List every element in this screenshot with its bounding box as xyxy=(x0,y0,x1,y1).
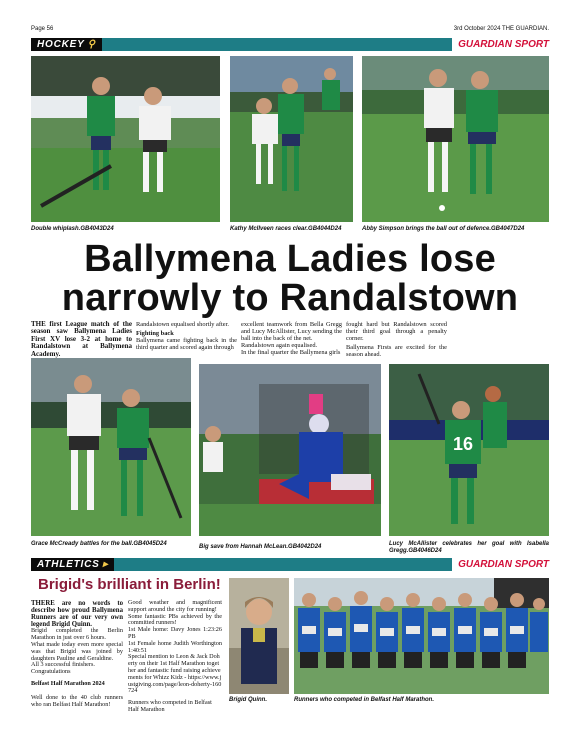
hockey-article-col-4 xyxy=(346,321,447,358)
athletics-col-1 xyxy=(31,600,123,708)
article-paragraph: Some fantastic PBs achieved by the committed runners! xyxy=(128,612,222,627)
caption-mcilveen: Kathy McIlveen races clear.GB4044D24 xyxy=(230,226,342,232)
caption-big-save: Big save from Hannah McLean.GB4042D24 xyxy=(199,544,322,550)
guardian-sport-logo: GUARDIAN SPORT xyxy=(452,558,549,571)
athletics-title: Brigid's brilliant in Berlin! xyxy=(38,576,221,593)
article-subhead: Belfast Half Marathon 2024 xyxy=(31,679,105,687)
article-lead: THERE are no words to describe how proud Ballymena Runners are of our very own legend Brigid Quinn. xyxy=(31,600,123,629)
headline-line-2: narrowly to Randalstown xyxy=(61,277,519,319)
caption-mcallister: Lucy McAllister celebrates her goal with Isabella Gregg.GB4046D24 xyxy=(389,541,549,554)
hockey-section-label: HOCKEY xyxy=(37,39,85,50)
photo-brigid-quinn xyxy=(229,578,289,694)
article-paragraph: What made today even more special was that Brigid was joined by daughters Pauline and Geraldine. xyxy=(31,640,123,662)
article-paragraph: Good weather and magnificent support around the city for running! xyxy=(128,599,222,613)
caption-brigid: Brigid Quinn. xyxy=(229,697,267,703)
caption-mccready: Grace McCready battles for the ball.GB4045D24 xyxy=(31,541,167,547)
article-paragraph: Special mention to Leon & Jack Doherty on their 1st Half Marathon together and fantastic fund raising achievements for Whizz Kidz - https://www.justgiving.com/page/leon-doherty-160724 xyxy=(128,653,222,695)
article-paragraph: Brigid completed the Berlin Marathon in just over 6 hours. xyxy=(31,627,123,642)
article-subhead: Fighting back xyxy=(136,330,174,338)
article-paragraph: Randalstown again equalised. xyxy=(241,342,318,350)
athletics-section-tag xyxy=(31,558,114,571)
article-paragraph: All 3 successful finishers. xyxy=(31,661,95,669)
article-paragraph: Ballymena came fighting back in the third quarter and scored again through xyxy=(136,337,237,352)
headline-line-1: Ballymena Ladies lose xyxy=(84,238,496,280)
athletics-col-2 xyxy=(128,600,222,714)
runner-icon: ▸ xyxy=(102,559,109,570)
photo-double-whiplash xyxy=(31,56,220,222)
photo-mccready-battles xyxy=(31,358,191,536)
caption-double-whiplash: Double whiplash.GB4043D24 xyxy=(31,226,114,232)
article-paragraph: In the final quarter the Ballymena girls xyxy=(241,349,341,357)
article-paragraph: Well done to the 40 club runners who ran Belfast Half Marathon! xyxy=(31,693,123,708)
hockey-stick-icon: ⚲ xyxy=(87,39,96,50)
hockey-article-col-3 xyxy=(241,321,342,356)
date-and-paper: 3rd October 2024 THE GUARDIAN. xyxy=(453,26,549,32)
caption-runners: Runners who competed in Belfast Half Marathon. xyxy=(294,697,435,703)
article-paragraph: Runners who competed in Belfast Half Marathon xyxy=(128,699,212,713)
article-paragraph: Randalstown equalised shortly after. xyxy=(136,321,229,328)
article-paragraph: 1st Female home Judith Worthington 1:40:51 xyxy=(128,639,222,654)
page-number: Page 56 xyxy=(31,26,54,32)
athletics-section-label: ATHLETICS xyxy=(37,559,100,570)
article-paragraph: Ballymena Firsts are excited for the season ahead. xyxy=(346,344,447,359)
article-paragraph: excellent teamwork from Bella Gregg and Lucy McAllister, Lucy sending the ball into the back of the net. xyxy=(241,321,342,343)
hockey-section-tag xyxy=(31,38,102,51)
photo-belfast-runners xyxy=(294,578,549,694)
article-paragraph: fought hard but Randalstown scored their third goal through a penalty corner. xyxy=(346,321,447,343)
article-lead: THE first League match of the season saw Ballymena Ladies First XV lose 3-2 at home to Randalstown at Ballymena Academy. xyxy=(31,320,132,358)
caption-simpson: Abby Simpson brings the ball out of defence.GB4047D24 xyxy=(362,226,525,232)
svg-text:16: 16 xyxy=(453,434,474,454)
hockey-headline xyxy=(31,240,549,318)
hockey-article-col-2 xyxy=(136,321,237,351)
article-paragraph: Congratulations xyxy=(31,668,71,676)
photo-mcallister-celebrates xyxy=(389,364,549,536)
photo-mcilveen-races-clear xyxy=(230,56,353,222)
guardian-sport-logo: GUARDIAN SPORT xyxy=(452,38,549,51)
photo-big-save xyxy=(199,364,381,536)
article-paragraph: 1st Male home: Davy Jones 1:23:26 PB xyxy=(128,626,222,640)
photo-simpson-defence xyxy=(362,56,549,222)
